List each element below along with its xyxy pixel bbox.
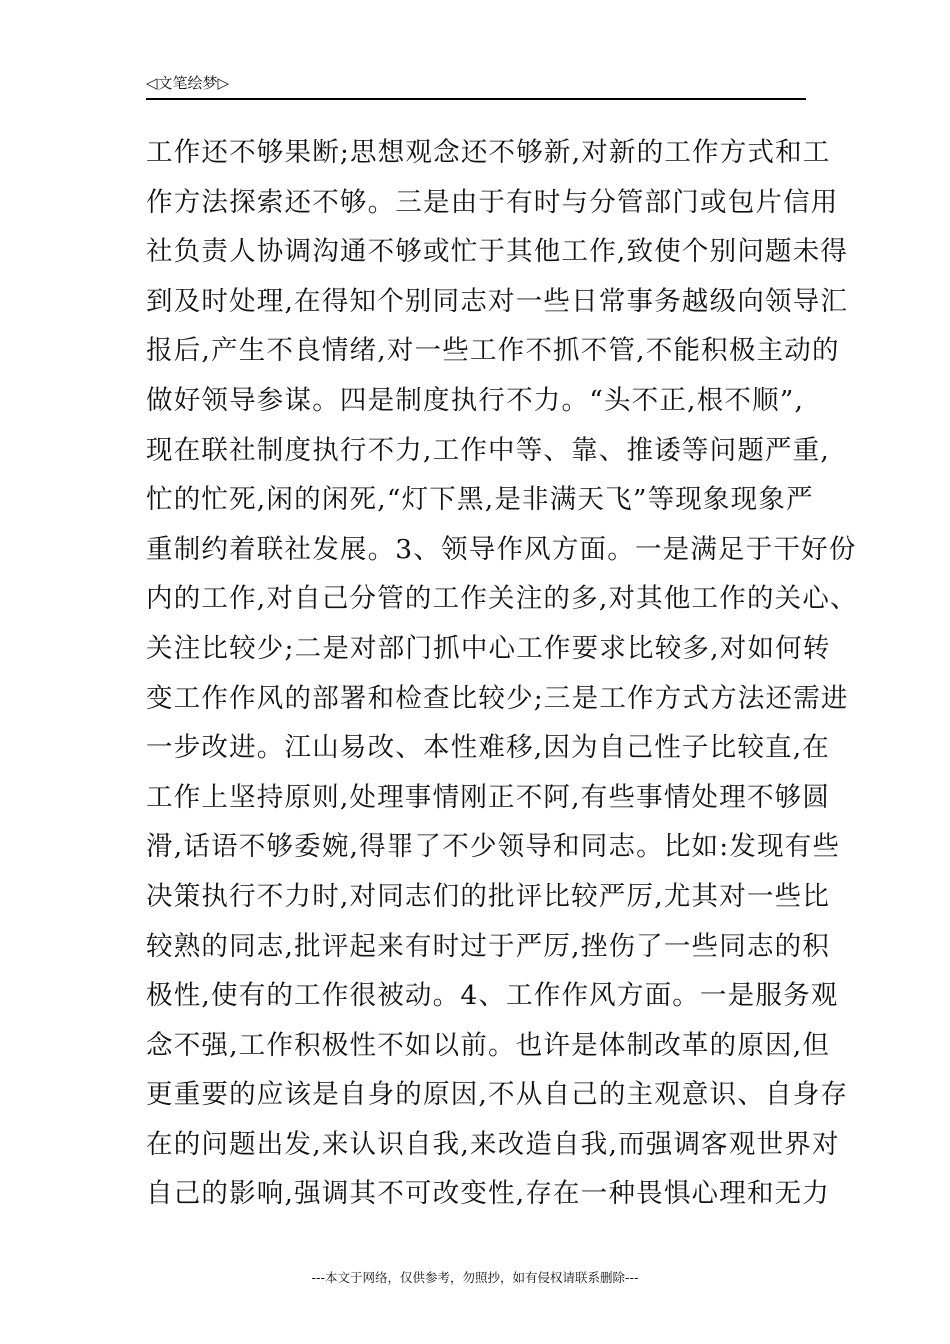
text-line: 内的工作,对自己分管的工作关注的多,对其他工作的关心、 (146, 583, 858, 615)
text-line: 做好领导参谋。四是制度执行不力。“头不正,根不顺”, (146, 384, 805, 416)
text-line: 工作上坚持原则,处理事情刚正不阿,有些事情处理不够圆 (146, 781, 831, 813)
text-line: 社负责人协调沟通不够或忙于其他工作,致使个别问题未得 (146, 236, 849, 268)
document-body (146, 132, 858, 1223)
text-line: 变工作作风的部署和检查比较少;三是工作方式方法还需进 (146, 682, 849, 714)
text-line: 极性,使有的工作很被动。4、工作作风方面。一是服务观 (146, 980, 839, 1012)
text-line: 作方法探索还不够。三是由于有时与分管部门或包片信用 (146, 186, 839, 218)
text-line: 现在联社制度执行不力,工作中等、靠、推诿等问题严重, (146, 434, 831, 466)
header-title: ◁文笔绘梦▷ (146, 74, 230, 92)
text-line: 工作还不够果断;思想观念还不够新,对新的工作方式和工 (146, 137, 831, 168)
text-line: 重制约着联社发展。3、领导作风方面。一是满足于干好份 (146, 533, 857, 565)
text-line: 自己的影响,强调其不可改变性,存在一种畏惧心理和无力 (146, 1178, 831, 1210)
text-line: 在的问题出发,来认识自我,来改造自我,而强调客观世界对 (146, 1128, 840, 1160)
text-line: 报后,产生不良情绪,对一些工作不抓不管,不能积极主动的 (146, 335, 840, 367)
text-line: 滑,话语不够委婉,得罪了不少领导和同志。比如:发现有些 (146, 831, 841, 863)
text-line: 到及时处理,在得知个别同志对一些日常事务越级向领导汇 (146, 285, 849, 317)
text-line: 一步改进。江山易改、本性难移,因为自己性子比较直,在 (146, 732, 831, 764)
page-footer-disclaimer: ---本文于网络，仅供参考，勿照抄，如有侵权请联系删除--- (311, 1270, 639, 1285)
page-header (146, 72, 806, 100)
text-line: 较熟的同志,批评起来有时过于严厉,挫伤了一些同志的积 (146, 930, 831, 962)
text-line: 忙的忙死,闲的闲死,“灯下黑,是非满天飞”等现象现象严 (146, 484, 814, 516)
text-line: 关注比较少;二是对部门抓中心工作要求比较多,对如何转 (146, 632, 831, 664)
text-line: 念不强,工作积极性不如以前。也许是体制改革的原因,但 (146, 1029, 831, 1061)
text-line: 决策执行不力时,对同志们的批评比较严厉,尤其对一些比 (146, 880, 831, 912)
text-line: 更重要的应该是自身的原因,不从自己的主观意识、自身存 (146, 1079, 849, 1111)
